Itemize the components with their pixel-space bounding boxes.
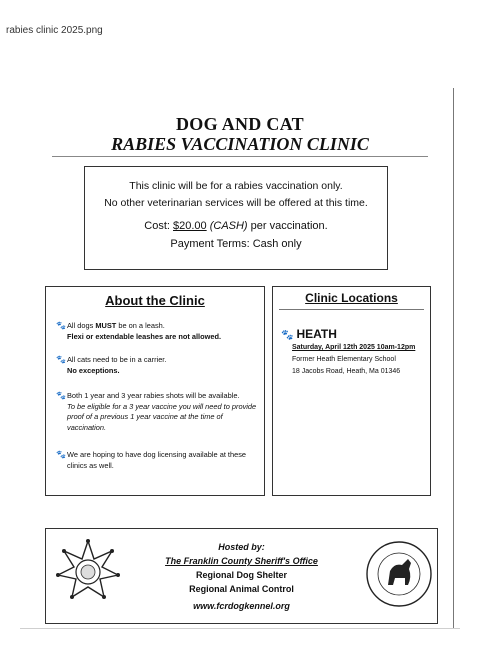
info-box: [84, 166, 388, 270]
scan-edge-line: [453, 88, 454, 628]
clinic-place: Former Heath Elementary School: [292, 356, 396, 363]
footer-box: [45, 528, 438, 624]
locations-divider: [279, 309, 424, 310]
dog-shelter-seal-icon: [364, 533, 434, 615]
paw-icon: 🐾: [281, 330, 294, 341]
about-heading: About the Clinic: [105, 293, 205, 308]
about-bullet-leash: 🐾 All dogs MUST be on a leash. Flexi or extendable leashes are not allowed.: [56, 321, 222, 341]
payment-terms: Payment Terms: Cash only: [170, 238, 302, 250]
website: www.fcrdogkennel.org: [193, 601, 290, 611]
clinic-date: Saturday, April 12th 2025 10am-12pm: [292, 344, 416, 351]
cost-label: Cost:: [144, 220, 173, 232]
about-bullet-cats: 🐾 All cats need to be in a carrier. No exceptions.: [56, 355, 167, 375]
locations-box: [272, 286, 431, 496]
animal-control: Regional Animal Control: [189, 584, 294, 594]
about-bullet-shots: 🐾 Both 1 year and 3 year rabies shots will be available. To be eligible for a 3 year vaccine you will need to provide proof of a previous 1 year vaccine at the time of vaccination.: [56, 391, 257, 432]
about-bullet-licensing: 🐾 We are hoping to have dog licensing available at these clinics as well.: [56, 450, 247, 470]
paw-icon: 🐾: [56, 391, 66, 400]
paw-icon: 🐾: [56, 355, 66, 364]
cost-cash: (CASH): [206, 220, 248, 232]
hosted-by: Hosted by:: [218, 542, 265, 552]
dog-shelter: Regional Dog Shelter: [195, 570, 287, 580]
scan-bottom-line: [20, 628, 460, 629]
cost-amount: $20.00: [173, 220, 207, 232]
title-divider: [52, 156, 428, 157]
town-name: 🐾 HEATH: [281, 327, 337, 341]
paw-icon: 🐾: [56, 321, 66, 330]
flyer-title: DOG AND CAT: [176, 114, 304, 134]
about-box: [45, 286, 265, 496]
info-line-2: No other veterinarian services will be offered at this time.: [104, 197, 368, 209]
paw-icon: 🐾: [56, 450, 66, 459]
cost-line: [85, 220, 387, 232]
locations-heading: Clinic Locations: [305, 291, 398, 305]
sheriff-office: The Franklin County Sheriff's Office: [165, 556, 318, 566]
info-line-1: This clinic will be for a rabies vaccination only.: [129, 180, 343, 192]
flyer-subtitle: RABIES VACCINATION CLINIC: [111, 134, 369, 154]
cost-suffix: per vaccination.: [247, 220, 328, 232]
window-title: rabies clinic 2025.png: [6, 25, 103, 36]
clinic-address: 18 Jacobs Road, Heath, Ma 01346: [292, 368, 401, 375]
